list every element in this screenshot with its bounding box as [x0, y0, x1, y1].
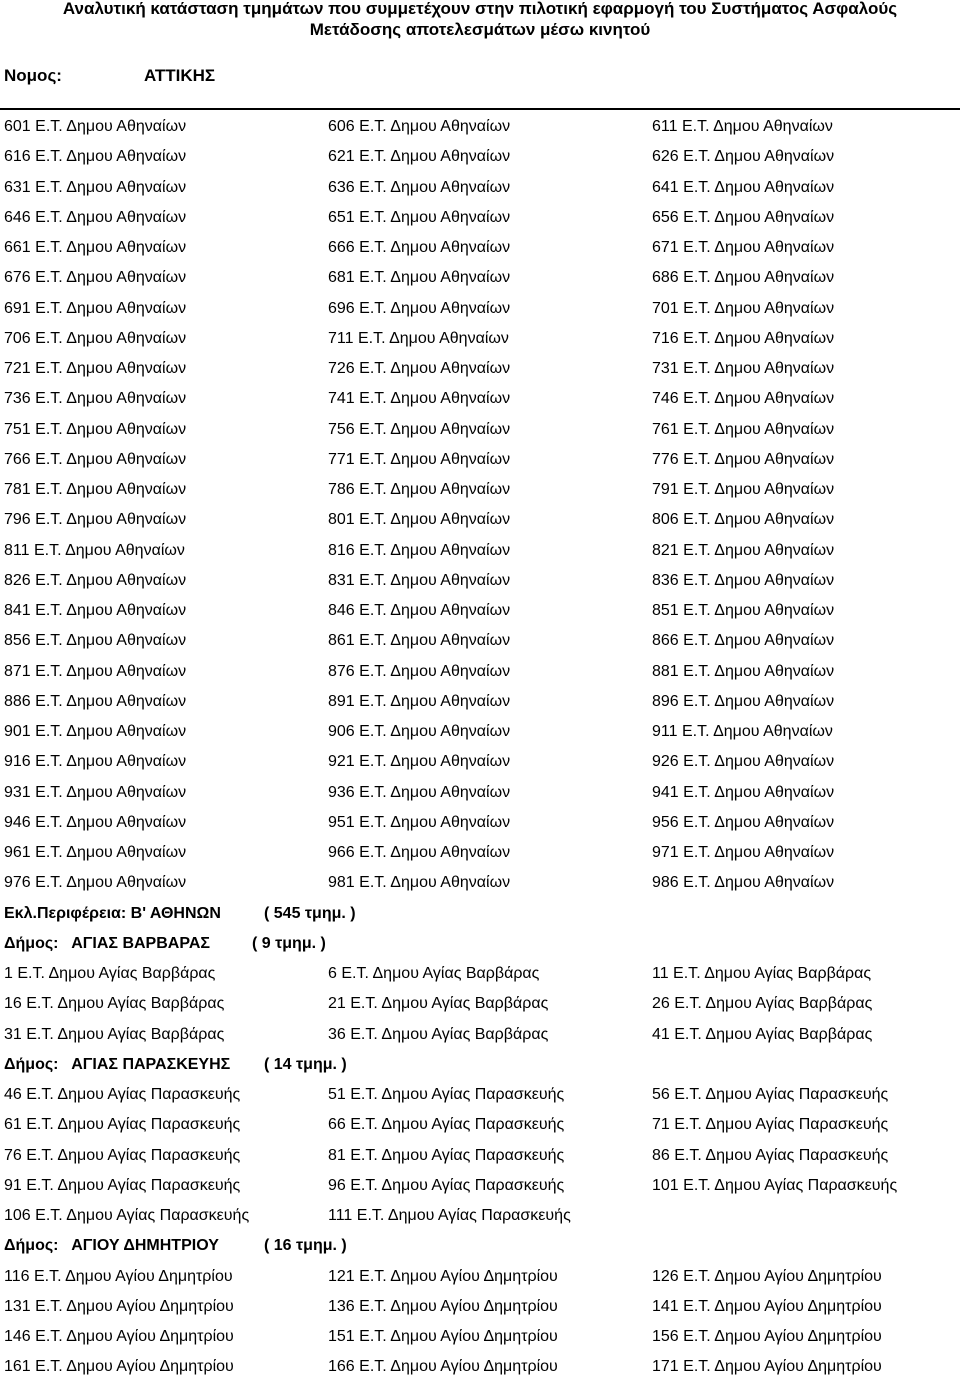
polling-station-entry: 26 Ε.Τ. Δημου Αγίας Βαρβάρας: [652, 995, 873, 1013]
polling-station-entry: 886 Ε.Τ. Δημου Αθηναίων: [4, 692, 187, 710]
polling-station-entry: 6 Ε.Τ. Δημου Αγίας Βαρβάρας: [328, 965, 540, 982]
polling-station-entry: 856 Ε.Τ. Δημου Αθηναίων: [4, 632, 187, 650]
polling-station-entry: 671 Ε.Τ. Δημου Αθηναίων: [652, 239, 835, 256]
polling-station-entry: 81 Ε.Τ. Δημου Αγίας Παρασκευής: [328, 1146, 565, 1164]
prefecture-value: ΑΤΤΙΚΗΣ: [144, 66, 216, 85]
polling-station-entry: 941 Ε.Τ. Δημου Αθηναίων: [652, 783, 835, 801]
list-row: [0, 1110, 960, 1140]
polling-station-entry: 946 Ε.Τ. Δημου Αθηναίων: [4, 813, 187, 831]
section-header-count: ( 9 τμημ. ): [252, 934, 326, 952]
list-row: [0, 1080, 960, 1110]
polling-station-entry: 876 Ε.Τ. Δημου Αθηναίων: [328, 662, 511, 680]
polling-station-entry: 976 Ε.Τ. Δημου Αθηναίων: [4, 874, 187, 892]
polling-station-entry: 156 Ε.Τ. Δημου Αγίου Δημητρίου: [652, 1328, 882, 1345]
list-row: [0, 112, 960, 142]
polling-station-entry: 776 Ε.Τ. Δημου Αθηναίων: [652, 450, 835, 468]
list-row: [0, 445, 960, 475]
polling-station-entry: 56 Ε.Τ. Δημου Αγίας Παρασκευής: [652, 1086, 889, 1103]
polling-station-entry: 106 Ε.Τ. Δημου Αγίας Παρασκευής: [4, 1207, 250, 1224]
polling-station-entry: 781 Ε.Τ. Δημου Αθηναίων: [4, 481, 187, 498]
polling-station-entry: 636 Ε.Τ. Δημου Αθηναίων: [328, 178, 511, 196]
polling-station-entry: 841 Ε.Τ. Δημου Αθηναίων: [4, 602, 187, 619]
polling-station-entry: 961 Ε.Τ. Δημου Αθηναίων: [4, 844, 187, 861]
polling-station-entry: 756 Ε.Τ. Δημου Αθηναίων: [328, 420, 511, 438]
list-row: [0, 657, 960, 687]
polling-station-entry: 816 Ε.Τ. Δημου Αθηναίων: [328, 541, 511, 559]
list-row: [0, 1141, 960, 1171]
polling-station-entry: 646 Ε.Τ. Δημου Αθηναίων: [4, 208, 187, 226]
polling-station-entry: 76 Ε.Τ. Δημου Αγίας Παρασκευής: [4, 1146, 241, 1164]
polling-station-entry: 831 Ε.Τ. Δημου Αθηναίων: [328, 571, 511, 589]
polling-station-entry: 686 Ε.Τ. Δημου Αθηναίων: [652, 269, 835, 287]
list-row: [0, 384, 960, 414]
polling-station-entry: 111 Ε.Τ. Δημου Αγίας Παρασκευής: [328, 1207, 571, 1224]
list-row: [0, 959, 960, 989]
polling-station-entry: 21 Ε.Τ. Δημου Αγίας Βαρβάρας: [328, 995, 549, 1013]
list-row: [0, 747, 960, 777]
list-row: [0, 173, 960, 203]
polling-station-entry: 821 Ε.Τ. Δημου Αθηναίων: [652, 541, 835, 559]
polling-station-entry: 956 Ε.Τ. Δημου Αθηναίων: [652, 813, 835, 831]
polling-station-entry: 796 Ε.Τ. Δημου Αθηναίων: [4, 511, 187, 529]
polling-station-entry: 621 Ε.Τ. Δημου Αθηναίων: [328, 148, 511, 166]
polling-station-entry: 676 Ε.Τ. Δημου Αθηναίων: [4, 269, 187, 287]
polling-station-entry: 101 Ε.Τ. Δημου Αγίας Παρασκευής: [652, 1176, 898, 1194]
list-row: [0, 687, 960, 717]
list-row: [0, 1020, 960, 1050]
polling-station-entry: 36 Ε.Τ. Δημου Αγίας Βαρβάρας: [328, 1025, 549, 1043]
polling-station-entry: 936 Ε.Τ. Δημου Αθηναίων: [328, 783, 511, 801]
section-header-count: ( 14 τμημ. ): [264, 1055, 347, 1073]
polling-station-entry: 701 Ε.Τ. Δημου Αθηναίων: [652, 299, 835, 317]
polling-station-entry: 741 Ε.Τ. Δημου Αθηναίων: [328, 390, 511, 408]
polling-station-entry: 911 Ε.Τ. Δημου Αθηναίων: [652, 723, 833, 740]
section-header: [0, 1050, 960, 1080]
polling-station-entry: 171 Ε.Τ. Δημου Αγίου Δημητρίου: [652, 1358, 882, 1376]
polling-station-entry: 921 Ε.Τ. Δημου Αθηναίων: [328, 753, 511, 771]
polling-station-entry: 141 Ε.Τ. Δημου Αγίου Δημητρίου: [652, 1297, 882, 1315]
section-header: [0, 1231, 960, 1261]
polling-station-entry: 881 Ε.Τ. Δημου Αθηναίων: [652, 662, 835, 680]
list-row: [0, 263, 960, 293]
section-header-label: Δήμος: ΑΓΙΑΣ ΒΑΡΒΑΡΑΣ: [4, 934, 210, 952]
section-header: [0, 929, 960, 959]
list-row: [0, 1322, 960, 1352]
polling-station-entry: 666 Ε.Τ. Δημου Αθηναίων: [328, 239, 511, 256]
list-row: [0, 505, 960, 535]
polling-station-entry: 951 Ε.Τ. Δημου Αθηναίων: [328, 813, 511, 831]
polling-station-entry: 851 Ε.Τ. Δημου Αθηναίων: [652, 602, 835, 619]
list-row: [0, 294, 960, 324]
report-title: [0, 0, 960, 40]
polling-station-entry: 71 Ε.Τ. Δημου Αγίας Παρασκευής: [652, 1116, 889, 1134]
polling-station-entry: 131 Ε.Τ. Δημου Αγίου Δημητρίου: [4, 1297, 234, 1315]
polling-station-entry: 771 Ε.Τ. Δημου Αθηναίων: [328, 450, 511, 468]
list-row: [0, 566, 960, 596]
list-row: [0, 536, 960, 566]
polling-station-entry: 731 Ε.Τ. Δημου Αθηναίων: [652, 360, 835, 377]
polling-station-entry: 41 Ε.Τ. Δημου Αγίας Βαρβάρας: [652, 1025, 873, 1043]
polling-station-entry: 681 Ε.Τ. Δημου Αθηναίων: [328, 269, 511, 287]
section-header-count: ( 545 τμημ. ): [264, 904, 356, 922]
polling-station-entry: 91 Ε.Τ. Δημου Αγίας Παρασκευής: [4, 1176, 241, 1194]
polling-station-entry: 126 Ε.Τ. Δημου Αγίου Δημητρίου: [652, 1267, 882, 1285]
polling-station-entry: 806 Ε.Τ. Δημου Αθηναίων: [652, 511, 835, 529]
polling-station-entry: 736 Ε.Τ. Δημου Αθηναίων: [4, 390, 187, 408]
prefecture-line: [4, 66, 216, 86]
polling-station-entry: 606 Ε.Τ. Δημου Αθηναίων: [328, 118, 511, 135]
list-row: [0, 203, 960, 233]
polling-station-entry: 986 Ε.Τ. Δημου Αθηναίων: [652, 874, 835, 892]
polling-station-entry: 611 Ε.Τ. Δημου Αθηναίων: [652, 118, 833, 135]
list-row: [0, 1201, 960, 1231]
polling-station-entry: 691 Ε.Τ. Δημου Αθηναίων: [4, 299, 187, 317]
polling-station-entry: 901 Ε.Τ. Δημου Αθηναίων: [4, 723, 187, 740]
polling-station-entry: 826 Ε.Τ. Δημου Αθηναίων: [4, 571, 187, 589]
polling-station-entry: 896 Ε.Τ. Δημου Αθηναίων: [652, 692, 835, 710]
polling-station-entry: 801 Ε.Τ. Δημου Αθηναίων: [328, 511, 511, 529]
polling-station-entry: 871 Ε.Τ. Δημου Αθηναίων: [4, 662, 187, 680]
polling-station-entry: 51 Ε.Τ. Δημου Αγίας Παρασκευής: [328, 1086, 565, 1103]
polling-station-entry: 786 Ε.Τ. Δημου Αθηναίων: [328, 481, 511, 498]
prefecture-label: Νομος:: [4, 66, 62, 85]
list-row: [0, 142, 960, 172]
polling-station-entry: 916 Ε.Τ. Δημου Αθηναίων: [4, 753, 187, 771]
polling-station-entry: 726 Ε.Τ. Δημου Αθηναίων: [328, 360, 511, 377]
polling-station-entry: 721 Ε.Τ. Δημου Αθηναίων: [4, 360, 187, 377]
polling-station-entry: 616 Ε.Τ. Δημου Αθηναίων: [4, 148, 187, 166]
section-header-label: Εκλ.Περιφέρεια: Β' ΑΘΗΝΩΝ: [4, 904, 221, 922]
list-row: [0, 989, 960, 1019]
polling-station-entry: 601 Ε.Τ. Δημου Αθηναίων: [4, 118, 187, 135]
list-row: [0, 778, 960, 808]
list-row: [0, 415, 960, 445]
list-row: [0, 717, 960, 747]
polling-station-entry: 891 Ε.Τ. Δημου Αθηναίων: [328, 692, 511, 710]
polling-station-entry: 61 Ε.Τ. Δημου Αγίας Παρασκευής: [4, 1116, 241, 1134]
list-row: [0, 626, 960, 656]
report-title-line-2: Μετάδοσης αποτελεσμάτων μέσω κινητού: [309, 20, 651, 39]
list-row: [0, 1352, 960, 1382]
polling-station-entry: 136 Ε.Τ. Δημου Αγίου Δημητρίου: [328, 1297, 558, 1315]
polling-station-list: [0, 112, 960, 1383]
polling-station-entry: 791 Ε.Τ. Δημου Αθηναίων: [652, 481, 835, 498]
polling-station-entry: 846 Ε.Τ. Δημου Αθηναίων: [328, 602, 511, 619]
list-row: [0, 1171, 960, 1201]
list-row: [0, 1292, 960, 1322]
list-row: [0, 354, 960, 384]
list-row: [0, 233, 960, 263]
polling-station-entry: 146 Ε.Τ. Δημου Αγίου Δημητρίου: [4, 1328, 234, 1345]
section-header-label: Δήμος: ΑΓΙΑΣ ΠΑΡΑΣΚΕΥΗΣ: [4, 1055, 231, 1073]
polling-station-entry: 766 Ε.Τ. Δημου Αθηναίων: [4, 450, 187, 468]
section-header-label: Δήμος: ΑΓΙΟΥ ΔΗΜΗΤΡΙΟΥ: [4, 1237, 219, 1255]
polling-station-entry: 836 Ε.Τ. Δημου Αθηναίων: [652, 571, 835, 589]
list-row: [0, 838, 960, 868]
list-row: [0, 868, 960, 898]
polling-station-entry: 811 Ε.Τ. Δημου Αθηναίων: [4, 541, 185, 559]
polling-station-entry: 746 Ε.Τ. Δημου Αθηναίων: [652, 390, 835, 408]
polling-station-entry: 706 Ε.Τ. Δημου Αθηναίων: [4, 329, 187, 347]
list-row: [0, 596, 960, 626]
section-header-count: ( 16 τμημ. ): [264, 1237, 347, 1255]
polling-station-entry: 121 Ε.Τ. Δημου Αγίου Δημητρίου: [328, 1267, 558, 1285]
section-header: [0, 899, 960, 929]
list-row: [0, 324, 960, 354]
polling-station-entry: 161 Ε.Τ. Δημου Αγίου Δημητρίου: [4, 1358, 234, 1376]
polling-station-entry: 906 Ε.Τ. Δημου Αθηναίων: [328, 723, 511, 740]
polling-station-entry: 711 Ε.Τ. Δημου Αθηναίων: [328, 329, 509, 347]
polling-station-entry: 166 Ε.Τ. Δημου Αγίου Δημητρίου: [328, 1358, 558, 1376]
polling-station-entry: 16 Ε.Τ. Δημου Αγίας Βαρβάρας: [4, 995, 225, 1013]
polling-station-entry: 761 Ε.Τ. Δημου Αθηναίων: [652, 420, 835, 438]
polling-station-entry: 46 Ε.Τ. Δημου Αγίας Παρασκευής: [4, 1086, 241, 1103]
polling-station-entry: 31 Ε.Τ. Δημου Αγίας Βαρβάρας: [4, 1025, 225, 1043]
list-row: [0, 808, 960, 838]
polling-station-entry: 656 Ε.Τ. Δημου Αθηναίων: [652, 208, 835, 226]
header-divider: [0, 108, 960, 110]
polling-station-entry: 631 Ε.Τ. Δημου Αθηναίων: [4, 178, 187, 196]
polling-station-entry: 931 Ε.Τ. Δημου Αθηναίων: [4, 783, 187, 801]
polling-station-entry: 971 Ε.Τ. Δημου Αθηναίων: [652, 844, 835, 861]
list-row: [0, 1262, 960, 1292]
polling-station-entry: 966 Ε.Τ. Δημου Αθηναίων: [328, 844, 511, 861]
polling-station-entry: 1 Ε.Τ. Δημου Αγίας Βαρβάρας: [4, 965, 216, 982]
polling-station-entry: 11 Ε.Τ. Δημου Αγίας Βαρβάρας: [652, 965, 872, 982]
polling-station-entry: 116 Ε.Τ. Δημου Αγίου Δημητρίου: [4, 1267, 233, 1285]
polling-station-entry: 926 Ε.Τ. Δημου Αθηναίων: [652, 753, 835, 771]
polling-station-entry: 866 Ε.Τ. Δημου Αθηναίων: [652, 632, 835, 650]
polling-station-entry: 751 Ε.Τ. Δημου Αθηναίων: [4, 420, 187, 438]
polling-station-entry: 626 Ε.Τ. Δημου Αθηναίων: [652, 148, 835, 166]
report-title-line-1: Αναλυτική κατάσταση τμημάτων που συμμετέχουν στην πιλοτική εφαρμογή του Συστήματος Ασφαλούς: [62, 0, 898, 18]
polling-station-entry: 651 Ε.Τ. Δημου Αθηναίων: [328, 208, 511, 226]
polling-station-entry: 66 Ε.Τ. Δημου Αγίας Παρασκευής: [328, 1116, 565, 1134]
polling-station-entry: 716 Ε.Τ. Δημου Αθηναίων: [652, 329, 835, 347]
polling-station-entry: 641 Ε.Τ. Δημου Αθηναίων: [652, 178, 835, 196]
polling-station-entry: 86 Ε.Τ. Δημου Αγίας Παρασκευής: [652, 1146, 889, 1164]
polling-station-entry: 861 Ε.Τ. Δημου Αθηναίων: [328, 632, 511, 650]
list-row: [0, 475, 960, 505]
polling-station-entry: 696 Ε.Τ. Δημου Αθηναίων: [328, 299, 511, 317]
polling-station-entry: 981 Ε.Τ. Δημου Αθηναίων: [328, 874, 511, 892]
polling-station-entry: 96 Ε.Τ. Δημου Αγίας Παρασκευής: [328, 1176, 565, 1194]
polling-station-entry: 151 Ε.Τ. Δημου Αγίου Δημητρίου: [328, 1328, 558, 1345]
polling-station-entry: 661 Ε.Τ. Δημου Αθηναίων: [4, 239, 187, 256]
